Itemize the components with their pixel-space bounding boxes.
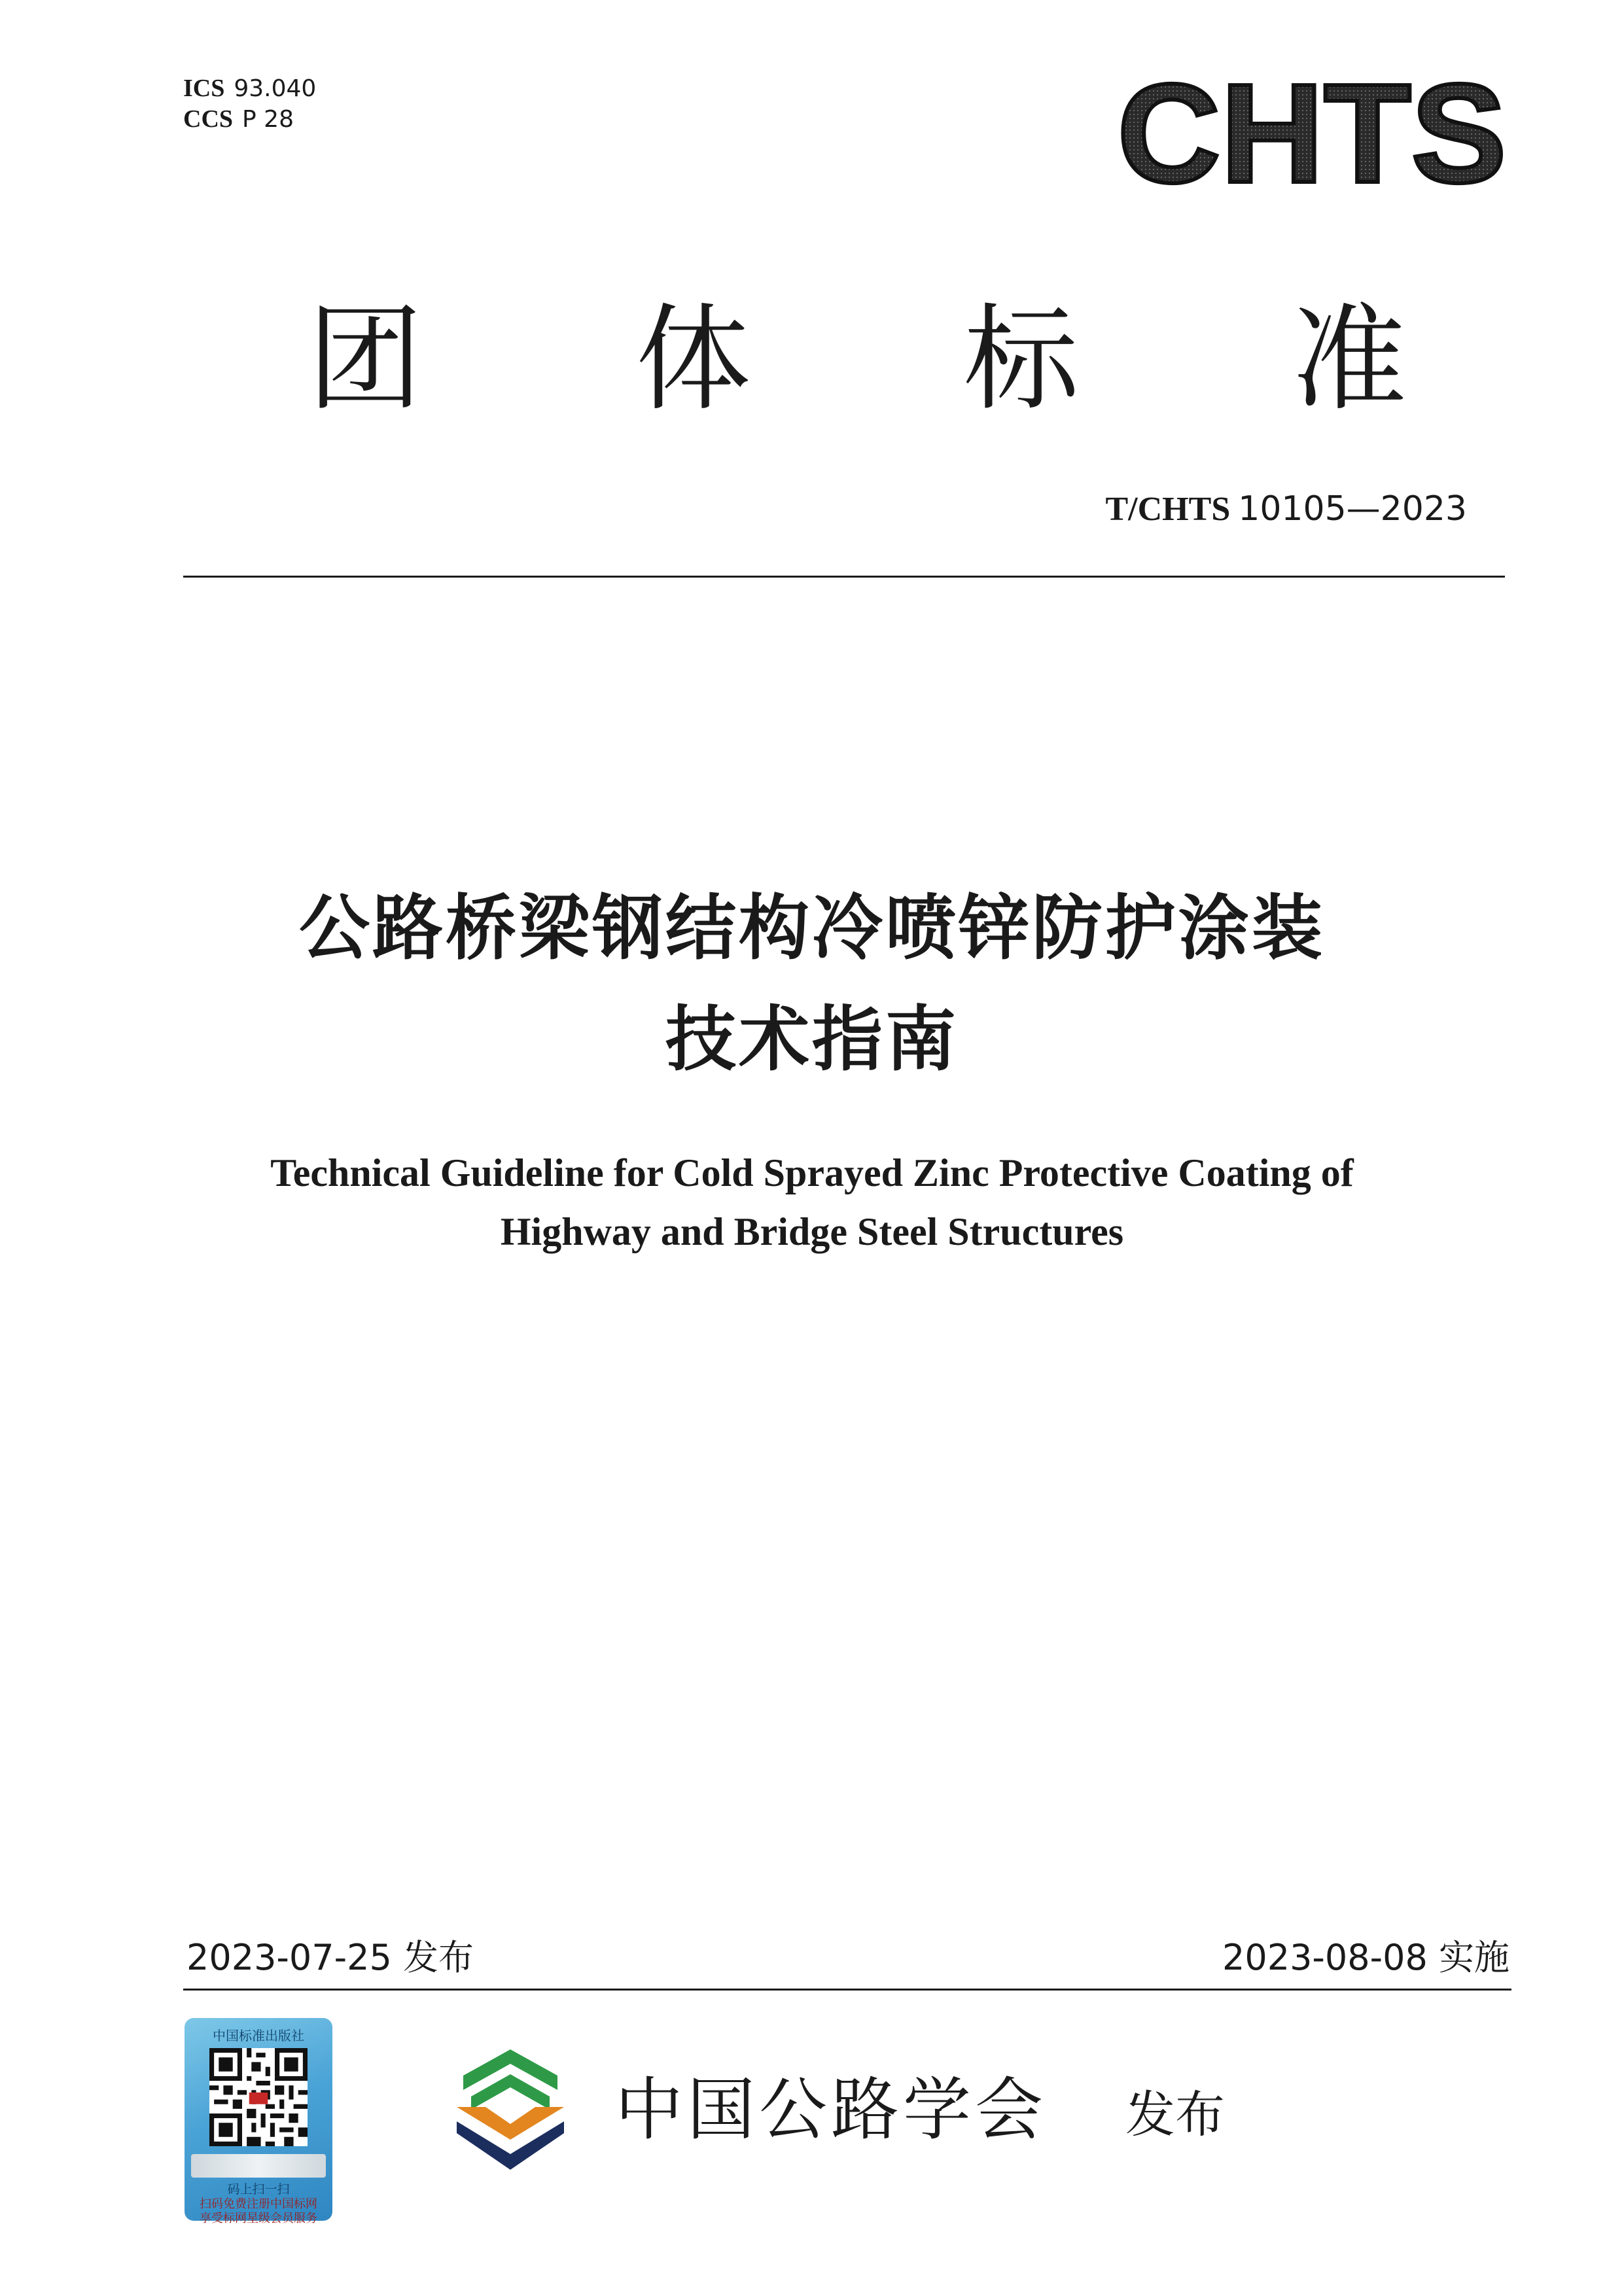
seal-text-line1: 码上扫一扫 <box>227 2182 290 2197</box>
ics-value: 93.040 <box>234 75 317 102</box>
standard-type-char: 准 <box>1291 292 1407 426</box>
seal-text-line2: 扫码免费注册中国标网 <box>200 2197 317 2211</box>
title-cn-line2: 技术指南 <box>665 999 959 1081</box>
seal-text-line3: 享受标网星级会员服务 <box>200 2212 317 2225</box>
standard-code-number: 10105—2023 <box>1238 489 1467 529</box>
title-cn-line1: 公路桥梁钢结构冷喷锌防护涂装 <box>298 888 1325 969</box>
qr-code-icon[interactable] <box>209 2048 308 2146</box>
bottom-divider <box>183 1989 1511 1991</box>
chts-logo <box>1112 58 1511 208</box>
ccs-code <box>183 104 316 135</box>
ccs-label: CCS <box>183 105 234 133</box>
seal-header: 中国标准出版社 <box>213 2028 304 2044</box>
standard-code-prefix: T/CHTS <box>1105 491 1231 528</box>
publish-label: 发布 <box>1125 2085 1225 2144</box>
standard-code <box>1106 489 1468 529</box>
issue-date: 2023-07-25 发布 <box>186 1937 474 1978</box>
china-highway-society-logo <box>451 2044 569 2175</box>
standard-type-heading <box>308 288 1407 432</box>
ccs-value: P 28 <box>242 106 294 133</box>
chts-logo-text: CHTS <box>1117 58 1507 208</box>
publisher-name: 中国公路学会 <box>615 2070 1048 2149</box>
seal-silver-band <box>191 2154 326 2178</box>
top-divider <box>183 576 1505 578</box>
title-en-line2: Highway and Bridge Steel Structures <box>500 1210 1124 1253</box>
title-en-line1: Technical Guideline for Cold Sprayed Zinc Protective Coating of <box>270 1151 1354 1194</box>
ics-label: ICS <box>183 75 225 102</box>
anti-counterfeit-label <box>185 2018 332 2225</box>
standard-type-char: 团 <box>308 292 423 426</box>
classification-codes <box>183 73 316 135</box>
effective-date: 2023-08-08 实施 <box>1222 1937 1509 1978</box>
ics-code <box>183 73 316 104</box>
standard-type-char: 体 <box>635 292 751 426</box>
standard-type-char: 标 <box>963 292 1079 426</box>
